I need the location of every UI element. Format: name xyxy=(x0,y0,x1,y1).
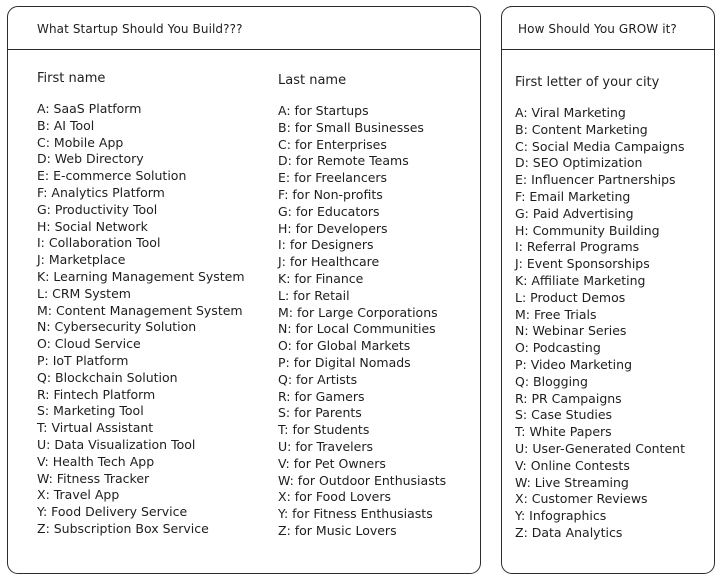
first-name-item: B: AI Tool xyxy=(37,117,95,133)
growth-strategy-item: H: Community Building xyxy=(515,222,660,238)
last-name-item: Z: for Music Lovers xyxy=(278,522,397,538)
last-name-item: P: for Digital Nomads xyxy=(278,354,411,370)
first-name-item: P: IoT Platform xyxy=(37,352,129,368)
first-name-item: R: Fintech Platform xyxy=(37,386,156,402)
last-name-item: W: for Outdoor Enthusiasts xyxy=(278,472,447,488)
last-name-item: H: for Developers xyxy=(278,220,388,236)
growth-strategy-item: Y: Infographics xyxy=(515,508,607,524)
last-name-heading: Last name xyxy=(278,73,347,88)
growth-strategy-item: F: Email Marketing xyxy=(515,188,631,204)
growth-strategy-item: C: Social Media Campaigns xyxy=(515,138,685,154)
first-name-item: H: Social Network xyxy=(37,218,148,234)
first-name-item: I: Collaboration Tool xyxy=(37,235,161,251)
last-name-item: M: for Large Corporations xyxy=(278,304,438,320)
first-name-item: E: E-commerce Solution xyxy=(37,168,187,184)
growth-strategy-item: W: Live Streaming xyxy=(515,474,629,490)
growth-strategy-item: Q: Blogging xyxy=(515,373,588,389)
first-name-item: O: Cloud Service xyxy=(37,336,141,352)
first-name-item: V: Health Tech App xyxy=(37,453,155,469)
growth-strategy-item: V: Online Contests xyxy=(515,457,630,473)
startup-card xyxy=(7,6,481,574)
growth-strategy-item: X: Customer Reviews xyxy=(515,491,648,507)
growth-strategy-item: R: PR Campaigns xyxy=(515,390,622,406)
growth-strategy-item: T: White Papers xyxy=(515,424,612,440)
last-name-column xyxy=(278,71,446,540)
last-name-item: C: for Enterprises xyxy=(278,136,387,152)
growth-strategy-item: D: SEO Optimization xyxy=(515,155,643,171)
last-name-item: B: for Small Businesses xyxy=(278,119,424,135)
last-name-item: D: for Remote Teams xyxy=(278,153,409,169)
last-name-item: A: for Startups xyxy=(278,103,369,118)
first-name-item: A: SaaS Platform xyxy=(37,101,142,116)
city-letter-column xyxy=(515,73,685,542)
first-name-list xyxy=(37,101,245,538)
growth-strategy-list xyxy=(515,105,685,542)
growth-strategy-item: A: Viral Marketing xyxy=(515,105,626,120)
first-name-item: T: Virtual Assistant xyxy=(37,420,154,436)
last-name-item: R: for Gamers xyxy=(278,388,365,404)
first-name-item: Z: Subscription Box Service xyxy=(37,520,209,536)
last-name-item: J: for Healthcare xyxy=(278,254,380,270)
last-name-item: V: for Pet Owners xyxy=(278,455,386,471)
startup-card-title: What Startup Should You Build??? xyxy=(37,22,243,36)
first-name-item: D: Web Directory xyxy=(37,151,144,167)
growth-strategy-item: M: Free Trials xyxy=(515,306,597,322)
growth-strategy-item: J: Event Sponsorships xyxy=(515,256,650,272)
growth-strategy-item: U: User-Generated Content xyxy=(515,440,685,456)
first-name-item: Y: Food Delivery Service xyxy=(37,504,188,520)
first-name-item: M: Content Management System xyxy=(37,302,243,318)
growth-strategy-item: I: Referral Programs xyxy=(515,239,640,255)
first-name-item: Q: Blockchain Solution xyxy=(37,369,178,385)
first-name-item: W: Fitness Tracker xyxy=(37,470,150,486)
first-name-item: S: Marketing Tool xyxy=(37,403,144,419)
first-name-item: L: CRM System xyxy=(37,285,131,301)
growth-strategy-item: K: Affiliate Marketing xyxy=(515,272,646,288)
first-name-item: C: Mobile App xyxy=(37,134,124,150)
first-name-item: J: Marketplace xyxy=(37,252,126,268)
growth-card xyxy=(501,6,715,574)
last-name-item: L: for Retail xyxy=(278,287,350,303)
growth-card-title: How Should You GROW it? xyxy=(518,22,677,36)
last-name-item: U: for Travelers xyxy=(278,438,373,454)
first-name-item: G: Productivity Tool xyxy=(37,201,158,217)
growth-strategy-item: B: Content Marketing xyxy=(515,121,648,137)
last-name-item: G: for Educators xyxy=(278,203,380,219)
last-name-list xyxy=(278,103,446,540)
first-name-column xyxy=(37,69,245,538)
last-name-item: F: for Non-profits xyxy=(278,186,383,202)
last-name-item: X: for Food Lovers xyxy=(278,489,391,505)
growth-strategy-item: O: Podcasting xyxy=(515,340,601,356)
last-name-item: N: for Local Communities xyxy=(278,321,436,337)
first-name-item: F: Analytics Platform xyxy=(37,184,165,200)
last-name-item: I: for Designers xyxy=(278,237,374,253)
last-name-item: Q: for Artists xyxy=(278,371,358,387)
first-name-item: X: Travel App xyxy=(37,487,120,503)
growth-strategy-item: N: Webinar Series xyxy=(515,323,627,339)
city-letter-heading: First letter of your city xyxy=(515,75,660,90)
startup-card-divider xyxy=(8,49,480,50)
first-name-item: N: Cybersecurity Solution xyxy=(37,319,197,335)
last-name-item: Y: for Fitness Enthusiasts xyxy=(278,506,433,522)
growth-strategy-item: L: Product Demos xyxy=(515,289,626,305)
first-name-item: K: Learning Management System xyxy=(37,268,245,284)
last-name-item: S: for Parents xyxy=(278,405,362,421)
growth-card-divider xyxy=(502,49,714,50)
first-name-item: U: Data Visualization Tool xyxy=(37,436,196,452)
growth-strategy-item: Z: Data Analytics xyxy=(515,524,623,540)
last-name-item: K: for Finance xyxy=(278,270,364,286)
first-name-heading: First name xyxy=(37,71,106,86)
growth-strategy-item: S: Case Studies xyxy=(515,407,613,423)
growth-strategy-item: E: Influencer Partnerships xyxy=(515,172,676,188)
growth-strategy-item: P: Video Marketing xyxy=(515,356,633,372)
last-name-item: T: for Students xyxy=(278,422,370,438)
last-name-item: O: for Global Markets xyxy=(278,338,411,354)
growth-strategy-item: G: Paid Advertising xyxy=(515,205,634,221)
last-name-item: E: for Freelancers xyxy=(278,170,388,186)
